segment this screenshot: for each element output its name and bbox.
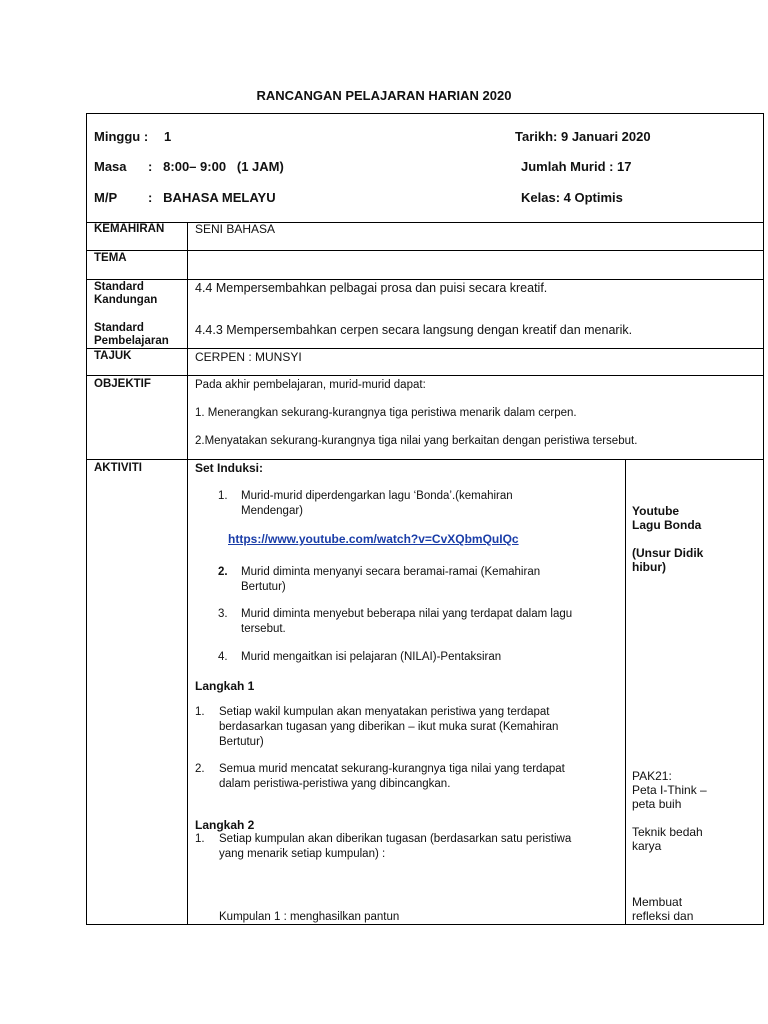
side-line: Teknik bedah <box>632 825 703 839</box>
sk-label <box>94 281 157 307</box>
list-item <box>218 489 618 519</box>
side-line: Membuat <box>632 895 683 909</box>
masa-label: Masa <box>94 159 127 174</box>
sk-label-line: Kandungan <box>94 294 158 306</box>
objektif-intro: Pada akhir pembelajaran, murid-murid dapat: <box>195 379 426 391</box>
item-number: 3. <box>218 608 228 620</box>
tarikh: Tarikh: 9 Januari 2020 <box>515 129 651 144</box>
item-text: Semua murid mencatat sekurang-kurangnya tiga nilai yang terdapat <box>219 763 565 775</box>
item-text: Murid mengaitkan isi pelajaran (NILAI)-Pentaksiran <box>241 651 502 663</box>
list-item <box>195 705 620 750</box>
youtube-link[interactable]: https://www.youtube.com/watch?v=CvXQbmQuIQc <box>228 532 519 546</box>
minggu-value: 1 <box>164 129 172 144</box>
side-teknik <box>632 825 703 853</box>
objektif-label: OBJEKTIF <box>94 378 151 390</box>
item-text: Setiap kumpulan akan diberikan tugasan (berdasarkan satu peristiwa <box>219 833 572 845</box>
item-number: 4. <box>218 651 228 663</box>
column-divider <box>187 222 188 925</box>
sk-value: 4.4 Mempersembahkan pelbagai prosa dan puisi secara kreatif. <box>195 281 548 295</box>
sp-label-line: Standard <box>94 322 144 334</box>
minggu-label: Minggu : <box>94 129 149 144</box>
sp-value: 4.4.3 Mempersembahkan cerpen secara langsung dengan kreatif dan menarik. <box>195 323 633 337</box>
tajuk-value: CERPEN : MUNSYI <box>195 350 302 364</box>
kemahiran-label: KEMAHIRAN <box>94 223 165 235</box>
mp-label: M/P <box>94 190 118 205</box>
sp-label <box>94 322 169 348</box>
objektif-item: 1. Menerangkan sekurang-kurangnya tiga peristiwa menarik dalam cerpen. <box>195 407 577 419</box>
sp-label-line: Pembelajaran <box>94 335 169 347</box>
mp-value: : BAHASA MELAYU <box>148 190 276 205</box>
list-item <box>195 762 620 792</box>
list-item <box>218 650 618 665</box>
item-text: Murid diminta menyanyi secara beramai-ramai (Kemahiran <box>241 566 541 578</box>
side-line: (Unsur Didik <box>632 546 704 560</box>
sk-label-line: Standard <box>94 281 144 293</box>
side-line: Youtube <box>632 504 680 518</box>
column-divider <box>625 459 626 925</box>
item-text: Bertutur) <box>241 581 286 593</box>
kelas: Kelas: 4 Optimis <box>521 190 623 205</box>
list-item <box>195 832 620 862</box>
side-youtube <box>632 504 701 532</box>
item-text: Mendengar) <box>241 505 304 517</box>
item-text: Murid-murid diperdengarkan lagu ‘Bonda’.(kemahiran <box>241 490 513 502</box>
langkah1-heading: Langkah 1 <box>195 679 255 693</box>
side-line: Lagu Bonda <box>632 518 702 532</box>
langkah2-heading: Langkah 2 <box>195 818 255 832</box>
item-text: dalam peristiwa-peristiwa yang dibincangkan. <box>219 778 451 790</box>
masa-value: : 8:00– 9:00 (1 JAM) <box>148 159 284 174</box>
side-line: Peta I-Think – <box>632 783 707 797</box>
kemahiran-value: SENI BAHASA <box>195 222 276 236</box>
item-text: yang menarik setiap kumpulan) : <box>219 848 386 860</box>
side-membuat <box>632 895 693 923</box>
side-line: refleksi dan <box>632 909 694 923</box>
side-unsur <box>632 546 703 574</box>
item-text: Bertutur) <box>219 736 264 748</box>
list-item <box>218 565 618 595</box>
item-number: 2. <box>218 566 228 578</box>
kumpulan-item: Kumpulan 1 : menghasilkan pantun <box>219 911 400 923</box>
page-title: RANCANGAN PELAJARAN HARIAN 2020 <box>256 88 512 103</box>
item-text: tersebut. <box>241 623 286 635</box>
item-number: 2. <box>195 763 205 775</box>
side-line: PAK21: <box>632 769 672 783</box>
item-text: Setiap wakil kumpulan akan menyatakan peristiwa yang terdapat <box>219 706 550 718</box>
tema-label: TEMA <box>94 252 127 264</box>
item-number: 1. <box>218 490 228 502</box>
side-line: karya <box>632 839 662 853</box>
side-line: peta buih <box>632 797 682 811</box>
set-induksi-heading: Set Induksi: <box>195 461 264 475</box>
jumlah-murid: Jumlah Murid : 17 <box>521 159 632 174</box>
item-number: 1. <box>195 833 205 845</box>
list-item <box>218 607 618 637</box>
aktiviti-label: AKTIVITI <box>94 462 142 474</box>
side-line: hibur) <box>632 560 666 574</box>
side-pak21 <box>632 769 707 811</box>
item-number: 1. <box>195 706 205 718</box>
tajuk-label: TAJUK <box>94 350 132 362</box>
item-text: Murid diminta menyebut beberapa nilai yang terdapat dalam lagu <box>241 608 573 620</box>
item-text: berdasarkan tugasan yang diberikan – ikut muka surat (Kemahiran <box>219 721 559 733</box>
objektif-item: 2.Menyatakan sekurang-kurangnya tiga nilai yang berkaitan dengan peristiwa tersebut. <box>195 435 638 447</box>
